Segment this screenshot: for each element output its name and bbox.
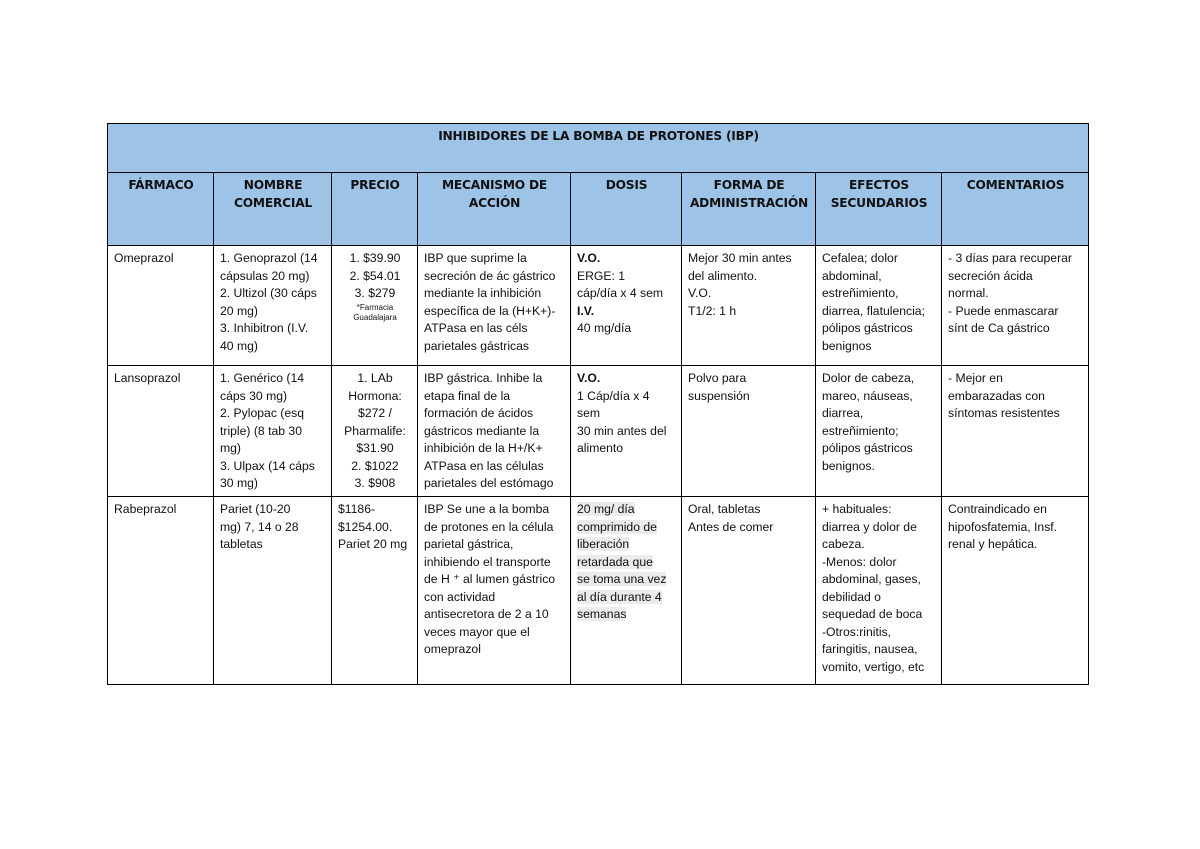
- cell-text-line: secreción de ác gástrico: [424, 268, 556, 283]
- cell-efectos: [816, 246, 942, 366]
- cell-precio: [332, 366, 418, 497]
- cell-text-line: $31.90: [356, 441, 394, 455]
- cell-text-line: parietales gástricas: [424, 338, 529, 353]
- cell-text-line: inhibiendo el transporte: [424, 554, 551, 569]
- cell-text-line: sem: [577, 406, 601, 420]
- cell-text-line: ATPasa en las células: [424, 458, 544, 473]
- cell-precio: [332, 246, 418, 366]
- cell-text-line: 3. $908: [354, 476, 396, 490]
- cell-text-line: IBP gástrica. Inhibe la: [424, 371, 543, 385]
- cell-comentarios: [942, 366, 1089, 497]
- table-row-omeprazol: [108, 246, 1089, 366]
- cell-text-line: normal.: [948, 286, 989, 300]
- cell-text-line: - Mejor en: [948, 371, 1003, 385]
- cell-text-line: Rabeprazol: [114, 502, 177, 516]
- cell-text-line: I.V.: [577, 303, 595, 318]
- cell-text-line: V.O.: [577, 371, 601, 385]
- cell-text-line: sínt de Ca gástrico: [948, 321, 1050, 335]
- cell-text-line: veces mayor que el: [424, 624, 530, 639]
- cell-text-line: -Otros:rinitis,: [822, 624, 892, 639]
- cell-text-line: abdominal, gases,: [822, 572, 921, 586]
- cell-text-line: pólipos gástricos: [822, 321, 913, 335]
- cell-mecanismo: [418, 246, 571, 366]
- cell-text-line: 40 mg): [220, 338, 258, 353]
- cell-text-line: inhibición de la H+/K+: [424, 441, 543, 455]
- cell-text-line: 3. $279: [354, 286, 396, 300]
- cell-precio: [332, 497, 418, 685]
- cell-forma: [682, 246, 816, 366]
- cell-mecanismo: [418, 497, 571, 685]
- header-efectos-secundarios: [816, 173, 942, 246]
- cell-text-line: Pariet 20 mg: [338, 537, 408, 551]
- cell-text-line: 1. Genoprazol (14: [220, 251, 318, 265]
- cell-text-line: $272 /: [358, 406, 392, 420]
- cell-text-line: 1 Cáp/día x 4: [577, 388, 650, 403]
- cell-text-line: diarrea y dolor de: [822, 519, 917, 534]
- cell-text-line: 30 min antes del: [577, 423, 667, 438]
- cell-text-line: estreñimiento,: [822, 286, 899, 300]
- cell-text-line: antisecretora de 2 a 10: [424, 607, 549, 621]
- table-row-lansoprazol: [108, 366, 1089, 497]
- cell-text-line: -Menos: dolor: [822, 554, 897, 569]
- cell-text-line: al día durante 4: [577, 589, 662, 604]
- cell-text-line: faringitis, nausea,: [822, 642, 918, 656]
- cell-text-line: 20 mg): [220, 303, 258, 318]
- table-title: INHIBIDORES DE LA BOMBA DE PROTONES (IBP): [108, 124, 1089, 173]
- cell-text-line: ERGE: 1: [577, 268, 626, 283]
- cell-farmaco: [108, 246, 214, 366]
- cell-farmaco: [108, 497, 214, 685]
- table-row-rabeprazol: [108, 497, 1089, 685]
- cell-text-line: 1. $39.90: [349, 251, 401, 265]
- cell-text-line: Pharmalife:: [344, 423, 406, 438]
- cell-text-line: Contraindicado en: [948, 502, 1047, 516]
- cell-text-line: 2. Ultizol (30 cáps: [220, 286, 317, 300]
- cell-text-line: del alimento.: [688, 268, 758, 283]
- cell-text-line: V.O.: [688, 286, 712, 300]
- dosis-highlighted-text: [577, 501, 676, 624]
- cell-text-line: + habituales:: [822, 502, 892, 516]
- cell-text-line: 1. Genérico (14: [220, 371, 305, 385]
- cell-text-line: sequedad de boca: [822, 607, 923, 621]
- header-mecanismo: [418, 173, 571, 246]
- cell-text-line: SECUNDARIOS: [830, 195, 928, 210]
- cell-text-line: MECANISMO DE ACCIÓN: [441, 178, 548, 210]
- cell-text-line: parietales del estómago: [424, 476, 554, 490]
- cell-text-line: mareo, náuseas,: [822, 388, 913, 403]
- cell-text-line: V.O.: [577, 251, 601, 265]
- cell-text-line: alimento: [577, 441, 624, 455]
- table-title-row: [108, 124, 1089, 173]
- cell-text-line: comprimido de: [577, 519, 657, 534]
- cell-text-line: semanas: [577, 607, 627, 621]
- header-nombre-comercial: [214, 173, 332, 246]
- cell-text-line: suspensión: [688, 388, 750, 403]
- cell-text-line: omeprazol: [424, 642, 481, 656]
- cell-text-line: COMENTARIOS: [966, 178, 1065, 192]
- cell-text-line: 2. $54.01: [349, 268, 401, 283]
- cell-comentarios: [942, 497, 1089, 685]
- cell-text-line: EFECTOS: [849, 178, 909, 192]
- cell-text-line: Lansoprazol: [114, 371, 181, 385]
- cell-text-line: Polvo para: [688, 371, 747, 385]
- cell-nombre-comercial: [214, 366, 332, 497]
- cell-text-line: T1/2: 1 h: [688, 303, 737, 318]
- cell-text-line: parietal gástrica,: [424, 537, 514, 551]
- cell-text-line: renal y hepática.: [948, 537, 1038, 551]
- cell-text-line: específica de la (H+K+)-: [424, 303, 556, 318]
- cell-text-line: estreñimiento;: [822, 423, 899, 438]
- cell-text-line: liberación: [577, 537, 630, 551]
- cell-text-line: cáp/día x 4 sem: [577, 286, 664, 300]
- cell-text-line: retardada que: [577, 554, 653, 569]
- cell-text-line: Antes de comer: [688, 519, 774, 534]
- cell-text-line: etapa final de la: [424, 388, 511, 403]
- cell-text-line: Pariet (10-20: [220, 502, 291, 516]
- cell-text-line: Mejor 30 min antes: [688, 251, 792, 265]
- cell-text-line: abdominal,: [822, 268, 882, 283]
- cell-text-line: embarazadas con: [948, 388, 1045, 403]
- cell-text-line: - 3 días para recuperar: [948, 251, 1072, 265]
- cell-mecanismo: [418, 366, 571, 497]
- ibp-comparison-table: [107, 123, 1089, 685]
- cell-dosis: [571, 497, 682, 685]
- cell-text-line: síntomas resistentes: [948, 406, 1060, 420]
- cell-text-line: de H ⁺ al lumen gástrico: [424, 572, 556, 586]
- cell-text-line: diarrea,: [822, 406, 864, 420]
- cell-text-line: cápsulas 20 mg): [220, 268, 310, 283]
- cell-text-line: hipofosfatemia, Insf.: [948, 519, 1058, 534]
- cell-text-line: mg) 7, 14 o 28: [220, 519, 299, 534]
- cell-text-line: ATPasa en las céls: [424, 321, 528, 335]
- cell-forma: [682, 366, 816, 497]
- cell-text-line: FORMA DE: [713, 178, 785, 192]
- cell-text-line: 3. Inhibitron (I.V.: [220, 321, 309, 335]
- cell-text-line: FÁRMACO: [128, 178, 194, 192]
- cell-text-line: 2. $1022: [351, 458, 399, 473]
- cell-text-line: Guadalajara: [353, 312, 397, 322]
- cell-efectos: [816, 366, 942, 497]
- header-comentarios: [942, 173, 1089, 246]
- cell-text-line: PRECIO: [350, 178, 400, 192]
- cell-text-line: cabeza.: [822, 537, 865, 551]
- cell-text-line: benignos.: [822, 458, 875, 473]
- cell-text-line: IBP que suprime la: [424, 251, 527, 265]
- precio-lines: [338, 250, 412, 303]
- cell-text-line: diarrea, flatulencia;: [822, 303, 925, 318]
- cell-text-line: Oral, tabletas: [688, 502, 761, 516]
- cell-text-line: se toma una vez: [577, 572, 667, 586]
- cell-text-line: 30 mg): [220, 476, 258, 490]
- cell-text-line: 3. Ulpax (14 cáps: [220, 458, 315, 473]
- cell-text-line: Cefalea; dolor: [822, 251, 898, 265]
- cell-text-line: COMERCIAL: [233, 195, 313, 210]
- cell-nombre-comercial: [214, 246, 332, 366]
- cell-text-line: NOMBRE: [243, 178, 303, 192]
- cell-text-line: debilidad o: [822, 589, 881, 604]
- cell-dosis: [571, 246, 682, 366]
- cell-text-line: 40 mg/día: [577, 321, 632, 335]
- cell-text-line: formación de ácidos: [424, 406, 534, 420]
- cell-text-line: pólipos gástricos: [822, 441, 913, 455]
- cell-text-line: vomito, vertigo, etc: [822, 659, 925, 674]
- table-header-row: [108, 173, 1089, 246]
- cell-forma: [682, 497, 816, 685]
- cell-text-line: IBP Se une a la bomba: [424, 502, 550, 516]
- cell-text-line: 2. Pylopac (esq: [220, 406, 305, 420]
- cell-text-line: *Farmacia: [356, 302, 394, 312]
- cell-efectos: [816, 497, 942, 685]
- cell-text-line: DOSIS: [605, 178, 648, 192]
- header-farmaco: [108, 173, 214, 246]
- cell-nombre-comercial: [214, 497, 332, 685]
- cell-text-line: mediante la inhibición: [424, 286, 542, 300]
- cell-text-line: Dolor de cabeza,: [822, 371, 915, 385]
- cell-text-line: cáps 30 mg): [220, 388, 288, 403]
- cell-text-line: gástricos mediante la: [424, 423, 540, 438]
- cell-text-line: mg): [220, 441, 241, 455]
- cell-text-line: ADMINISTRACIÓN: [689, 195, 809, 210]
- cell-text-line: $1254.00.: [338, 519, 393, 534]
- cell-text-line: triple) (8 tab 30: [220, 423, 302, 438]
- header-forma-administracion: [682, 173, 816, 246]
- cell-text-line: con actividad: [424, 589, 496, 604]
- header-dosis: [571, 173, 682, 246]
- cell-text-line: secreción ácida: [948, 268, 1033, 283]
- header-precio: [332, 173, 418, 246]
- precio-note: [338, 303, 412, 323]
- cell-text-line: de protones en la célula: [424, 519, 554, 534]
- cell-text-line: 20 mg/ día: [577, 502, 635, 516]
- cell-text-line: Hormona:: [348, 388, 402, 403]
- cell-dosis: [571, 366, 682, 497]
- cell-farmaco: [108, 366, 214, 497]
- cell-comentarios: [942, 246, 1089, 366]
- cell-text-line: Omeprazol: [114, 251, 174, 265]
- cell-text-line: tabletas: [220, 537, 263, 551]
- cell-text-line: $1186-: [338, 502, 376, 516]
- cell-text-line: 1. LAb: [357, 371, 393, 385]
- cell-text-line: - Puede enmascarar: [948, 303, 1059, 318]
- cell-text-line: benignos: [822, 338, 872, 353]
